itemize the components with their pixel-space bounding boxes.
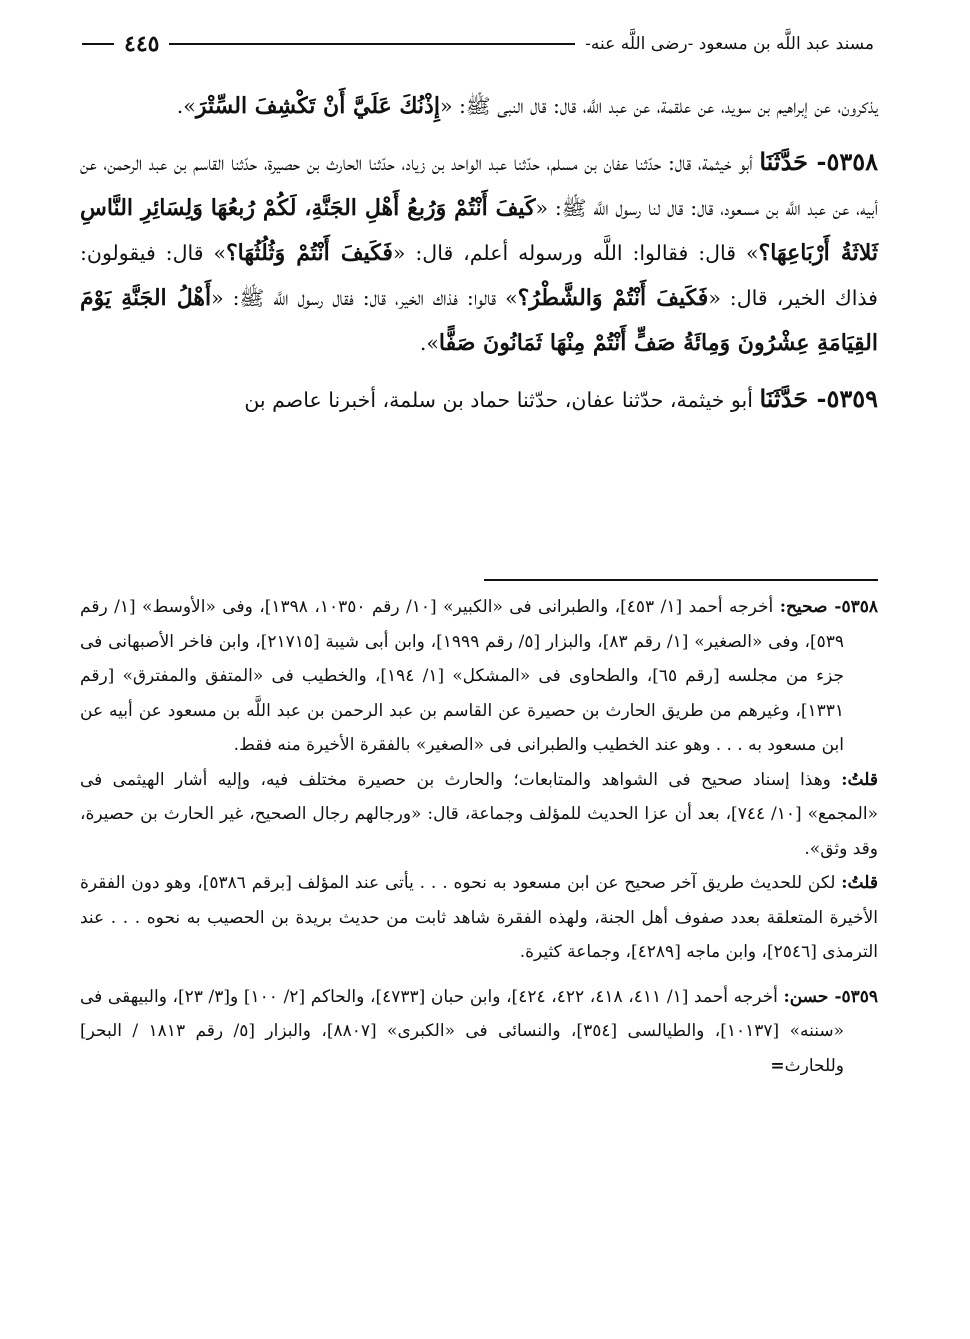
text-run: أبو خيثمة، قال: حدّثنا عفان بن مسلم، حدّثنا عبد الواحد بن زياد، حدّثنا الحارث بن حصيرة، حدّثنا القاسم بن عبد الرحمن، عن أبيه، عن عبد اللَّه بن مسعود، قال: قال لنا رسول اللَّه ﷺ: « bbox=[80, 151, 878, 220]
hadith-intro: - حَدَّثَنَا bbox=[759, 384, 827, 413]
main-text bbox=[80, 84, 878, 423]
footnote-comment-1 bbox=[80, 763, 878, 867]
text-run: يذكرون، عن إبراهيم بن سويد، عن علقمة، عن عبد اللَّه، قال: قال النبى ﷺ: « bbox=[439, 94, 878, 118]
prophetic-quote: فَكَيفَ أَنْتُمْ وَالشَّطْرُ؟ bbox=[517, 285, 709, 311]
footnote-5359 bbox=[80, 980, 878, 1084]
text-run: » قال: فيقولون: فذاك الخير، قال: « bbox=[80, 241, 878, 310]
comment-label: قلتُ: bbox=[841, 873, 878, 893]
prophetic-quote: كَيفَ أَنْتُمْ وَرُبعُ أَهْلِ الجَنَّةِ، لَكُمْ رُبعُهَا وَلِسَائِرِ النَّاسِ ثَلاثَةُ أَرْبَاعِهَا؟ bbox=[80, 195, 878, 266]
footnote-text: أخرجه أحمد [١/ ٤١١، ٤١٨، ٤٢٢، ٤٢٤]، وابن حبان [٤٧٣٣]، والحاكم [٢/ ١٠٠] و[٣/ ٢٣]، والبيهقى فى «سننه» [١٠١٣٧]، والطيالسى [٣٥٤]، والنسائى فى «الكبرى» [٨٨٠٧]، والبزار [٥/ رقم ١٨١٣ / البحر] وللحارث bbox=[80, 986, 844, 1076]
hadith-number: ٥٣٥٩ bbox=[826, 384, 878, 413]
hadith-number: ٥٣٥٨ bbox=[826, 147, 878, 176]
footnote-number: ٥٣٥٨ bbox=[841, 597, 879, 617]
text-run: ». bbox=[176, 94, 196, 118]
footnote-grade: - صحيح: bbox=[779, 597, 842, 617]
footnotes bbox=[80, 590, 878, 1083]
continuation-mark: = bbox=[770, 1055, 785, 1076]
hadith-5358 bbox=[80, 139, 878, 366]
page-header bbox=[82, 24, 874, 64]
prophetic-quote: أَهْلُ الجَنَّةِ يَوْمَ القِيَامَةِ عِشْرُونَ وَمِائَةُ صَفٍّ أَنْتُمْ مِنْهَا ثَمَانُونَ صَفًّا bbox=[80, 285, 878, 356]
header-rule bbox=[169, 43, 575, 45]
prophetic-quote: فَكَيفَ أَنْتُمْ وَثُلُثُهَا؟ bbox=[226, 240, 393, 266]
comment-label: قلتُ: bbox=[841, 769, 878, 790]
footnote-separator bbox=[484, 579, 878, 581]
text-run: » قال: فقالوا: اللَّه ورسوله أعلم، قال: « bbox=[392, 241, 759, 265]
running-title: مسند عبد اللَّه بن مسعود -رضى اللَّه عنه- bbox=[585, 34, 874, 54]
footnote-number: ٥٣٥٩ bbox=[841, 986, 879, 1007]
text-run: أبو خيثمة، حدّثنا عفان، حدّثنا حماد بن سلمة، أخبرنا عاصم بن bbox=[244, 388, 760, 412]
footnote-comment-2 bbox=[80, 866, 878, 970]
paragraph-continuation bbox=[80, 84, 878, 129]
footnote-5358 bbox=[80, 590, 878, 763]
page-number: ٤٤٥ bbox=[124, 31, 160, 57]
hadith-5359 bbox=[80, 376, 878, 423]
text-run: » قالوا: فذاك الخير، قال: فقال رسول اللَّه ﷺ: « bbox=[211, 286, 518, 310]
comment-text: وهذا إسناد صحيح فى الشواهد والمتابعات؛ والحارث بن حصيرة مختلف فيه، وإليه أشار الهيثمى فى «المجمع» [١٠/ ٧٤٤]، بعد أن عزا الحديث للمؤلف وجماعة، قال: «ورجالهم رجال الصحيح، غير الحارث بن حصيرة، وقد وثق». bbox=[80, 769, 878, 859]
comment-text: لكن للحديث طريق آخر صحيح عن ابن مسعود به نحوه . . . يأتى عند المؤلف [برقم ٥٣٨٦]، وهو دون الفقرة الأخيرة المتعلقة بعدد صفوف أهل الجنة، ولهذه الفقرة شاهد ثابت من حديث بريدة بن الحصيب به نحوه . . . عند الترمذى [٢٥٤٦]، وابن ماجه [٤٢٨٩]، وجماعة كثيرة. bbox=[80, 873, 878, 962]
text-run: ». bbox=[419, 331, 439, 355]
header-dash bbox=[82, 43, 114, 45]
footnote-text: أخرجه أحمد [١/ ٤٥٣]، والطبرانى فى «الكبير» [١٠/ رقم ١٠٣٥٠، ١٣٩٨]، وفى «الأوسط» [١/ رقم ٥٣٩]، وفى «الصغير» [١/ رقم ٨٣]، والبزار [٥/ رقم ١٩٩٩]، وابن أبى شيبة [٢١٧١٥]، وابن فاخر الأصبهانى فى جزء من مجلسه [رقم ٦٥]، والطحاوى فى «المشكل» [١/ ١٩٤]، والخطيب فى «المتفق والمفترق» [رقم ١٣٣١]، وغيرهم من طريق الحارث بن حصيرة عن القاسم بن عبد الرحمن بن عبد اللَّه بن مسعود عن أبيه عن ابن مسعود به . . . وهو عند الخطيب والطبرانى فى «الصغير» بالفقرة الأخيرة منه فقط. bbox=[80, 597, 844, 755]
prophetic-quote: إِذْنُكَ عَلَيَّ أَنْ تَكْشِفَ السِّتْرَ bbox=[195, 93, 440, 119]
hadith-intro: - حَدَّثَنَا bbox=[759, 147, 827, 176]
footnote-grade: - حسن: bbox=[783, 986, 842, 1007]
